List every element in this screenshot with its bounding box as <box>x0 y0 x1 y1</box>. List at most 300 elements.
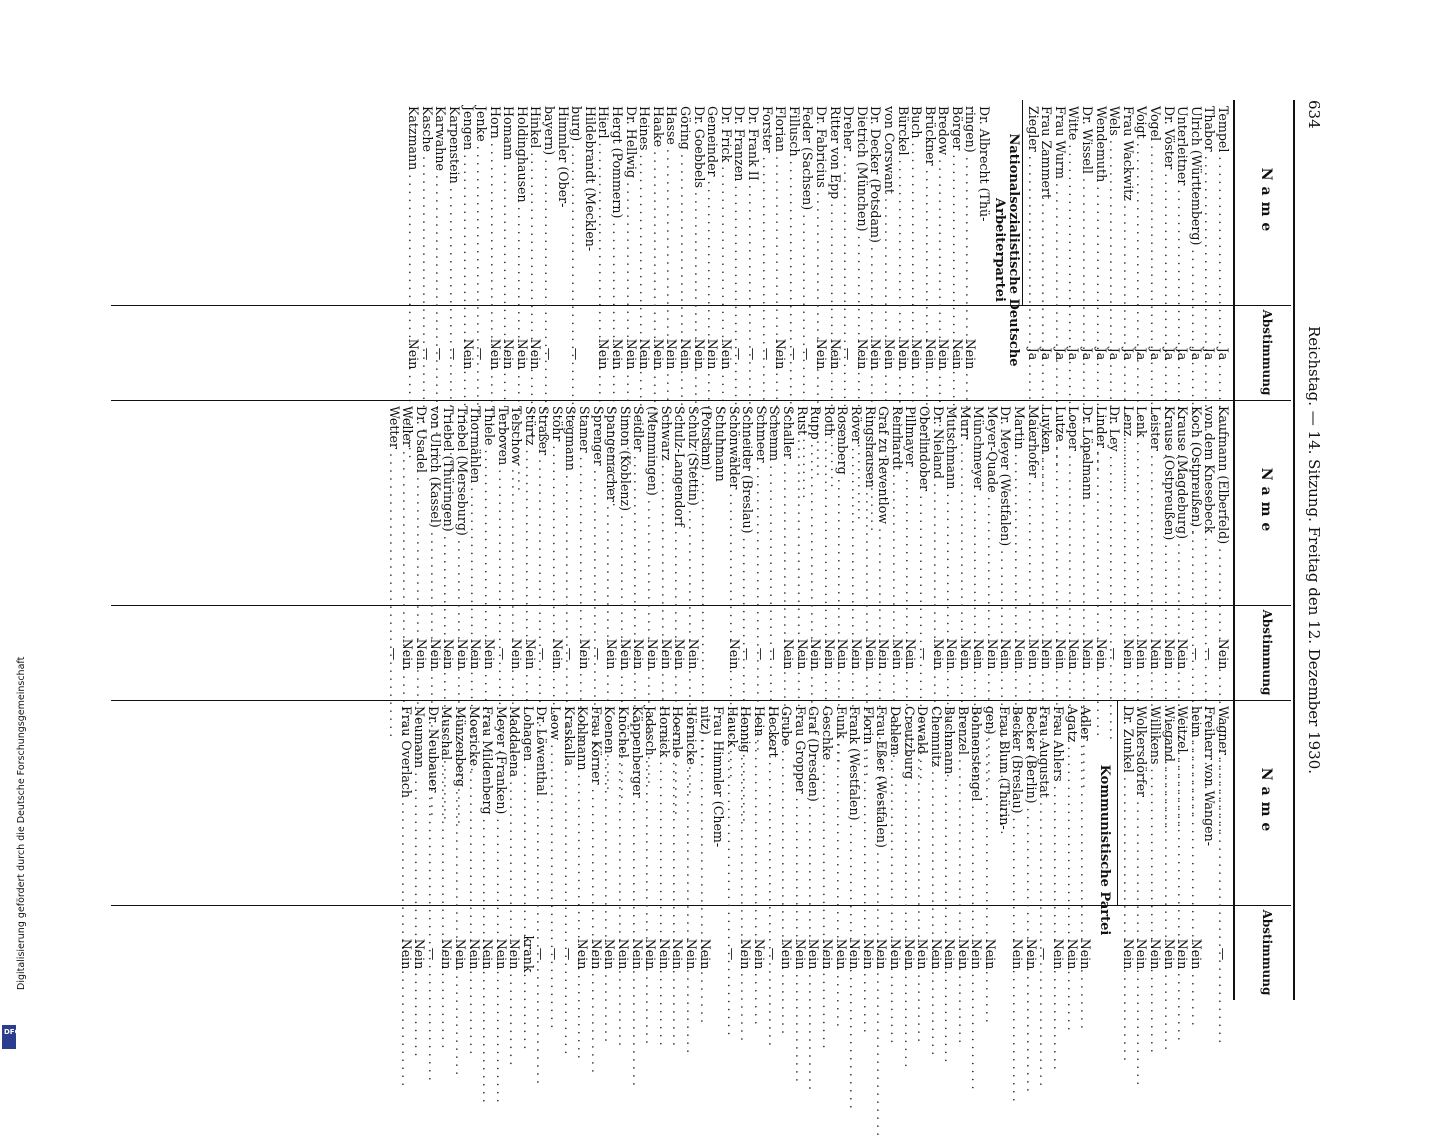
member-name: Telschow . . . <box>510 406 523 601</box>
member-name: Weller . . . <box>401 406 414 601</box>
vote-value: Nein <box>509 638 525 670</box>
member-row <box>677 100 694 400</box>
member-name: Wagner . . . <box>1216 706 1229 901</box>
vote-value: Nein <box>1134 638 1150 670</box>
member-name: Becker (Berlin) . . . <box>1024 706 1037 901</box>
member-row <box>969 700 983 1000</box>
member-row <box>1215 400 1229 700</box>
vote-value: Nein <box>1012 638 1028 670</box>
vote-value: — <box>1107 647 1123 661</box>
vote-value: — <box>916 647 932 661</box>
member-name: Hein . . . <box>752 706 765 901</box>
vote-value: Nein <box>984 638 1000 670</box>
member-row <box>548 700 562 1000</box>
vote-value: Nein <box>752 938 767 970</box>
member-row <box>699 400 713 700</box>
member-row <box>561 700 575 1000</box>
member-name: Freiherr von Wangen- <box>1202 706 1218 847</box>
member-name: Thabor . . . <box>1203 106 1216 301</box>
member-name: Gemeinder . . . <box>706 106 719 301</box>
member-row <box>827 100 841 400</box>
member-name: Dahlem . . . <box>888 706 901 901</box>
vote-value: Nein <box>1120 638 1136 670</box>
member-name: Straßer . . . <box>537 406 550 601</box>
vote-value: Nein <box>664 338 680 370</box>
column-3 <box>111 700 1291 1000</box>
member-row <box>1161 100 1175 400</box>
member-name: Adler . . . <box>1079 706 1092 901</box>
vote-value: Nein <box>507 938 523 970</box>
vote-value: — <box>800 347 816 361</box>
vote-value: Ja <box>1066 347 1082 361</box>
member-name: Buch . . . <box>910 106 923 301</box>
vote-value: — <box>740 647 756 661</box>
member-name: Knöchel . . . <box>616 706 629 901</box>
member-row <box>847 700 861 1000</box>
member-name: Frau Körner . . . <box>589 706 602 901</box>
vote-value: Nein <box>454 638 470 670</box>
vote-value: Nein <box>1093 638 1109 670</box>
vote-value: Nein <box>827 338 843 370</box>
member-name: Kraskalla . . . <box>562 706 575 901</box>
vote-value: Nein <box>501 338 517 370</box>
member-name: Creutzburg . . . <box>902 706 915 901</box>
vote-value: Nein <box>781 638 796 670</box>
vote-value: Nein <box>792 938 808 970</box>
vote-value: — <box>474 347 490 361</box>
member-name: Jadasch . . . <box>644 706 657 901</box>
vote-value: — <box>561 947 577 961</box>
member-row <box>569 100 583 400</box>
member-name: Schwarz . . . <box>659 406 672 601</box>
member-name: Wels . . . <box>1108 106 1121 301</box>
member-name: Frau Augustat . . . <box>1038 706 1051 901</box>
member-name: Krause (Magdeburg) . . . <box>1176 406 1189 601</box>
member-row <box>452 700 466 1000</box>
member-row <box>398 700 412 1000</box>
vote-value: Nein <box>460 338 476 370</box>
vote-value: Nein <box>1010 938 1026 970</box>
vote-value: Nein <box>522 638 538 670</box>
member-name: heim . . . <box>1189 706 1202 901</box>
member-name: Reinhardt . . . <box>890 406 903 601</box>
member-row <box>963 100 977 400</box>
vote-value: Nein <box>1148 638 1164 670</box>
member-row <box>1120 400 1134 700</box>
member-name: Willikens . . . <box>1148 706 1161 901</box>
vote-value: Nein <box>1216 638 1231 670</box>
column-header <box>1233 400 1291 700</box>
member-row <box>481 400 495 700</box>
vote-value: Nein <box>819 938 835 970</box>
vote-value: Nein <box>813 338 829 370</box>
vote-value: — <box>767 647 783 661</box>
vote-value: — <box>425 947 441 961</box>
member-name: Jengen . . . <box>461 106 474 301</box>
member-row <box>759 100 773 400</box>
vote-value: Nein <box>406 338 422 370</box>
member-name: Schaller . . . <box>781 406 794 601</box>
member-name: Dr. Goebbels . . . <box>692 106 705 301</box>
member-row <box>549 400 563 700</box>
member-row <box>542 100 556 400</box>
member-row <box>876 400 890 700</box>
member-row <box>916 400 930 700</box>
member-name: Frau Himmler (Chem- <box>711 706 727 848</box>
member-name: Bohnenstengel . . . <box>970 706 983 901</box>
member-name: Dr. Fabricius . . . <box>814 106 827 301</box>
member-name: Hoernle . . . <box>671 706 684 901</box>
member-row <box>949 100 963 400</box>
member-name: Dr. Löpelmann . . . <box>1080 406 1093 601</box>
member-name: Hörnicke . . . <box>684 706 697 901</box>
member-name: Florin . . . <box>861 706 874 901</box>
vote-value: Nein <box>650 338 666 370</box>
member-row <box>1175 400 1189 700</box>
vote-value: Nein <box>963 338 979 370</box>
member-name: Graf zu Reventlow . . . <box>877 406 890 601</box>
member-name: Ritter von Epp . . . <box>828 106 841 301</box>
member-row <box>609 100 626 400</box>
member-name: Meyer (Franken) . . . <box>494 706 507 901</box>
vote-value: — <box>569 347 585 361</box>
page-title: Reichstag. — 14. Sitzung. Freitag den 12. Dezember 1930. <box>1305 325 1323 775</box>
member-row <box>874 700 888 1000</box>
vote-value: Nein <box>738 938 754 970</box>
member-name: Linder . . . <box>1094 406 1107 601</box>
vote-value: Nein <box>969 938 985 970</box>
member-name: Karwahne . . . <box>434 106 447 301</box>
logo-text: DFG <box>4 1028 21 1036</box>
vote-value: Ja <box>1107 347 1123 361</box>
member-row <box>936 100 950 400</box>
member-row <box>779 700 793 1000</box>
member-name: Leister . . . <box>1148 406 1161 601</box>
member-name: Frau Ahlers . . . <box>1051 706 1064 901</box>
member-name: Schneider (Breslau) . . . <box>741 406 754 601</box>
vote-value: — <box>1037 947 1053 961</box>
member-name: Hasse . . . <box>665 106 678 301</box>
vote-value: Nein <box>808 638 824 670</box>
member-row <box>1161 400 1175 700</box>
vote-value: Nein <box>549 638 565 670</box>
member-name: Terboven . . . <box>496 406 509 601</box>
member-row <box>514 100 528 400</box>
vote-value: Nein <box>1023 938 1039 970</box>
vote-value: — <box>495 647 511 661</box>
vote-value: Nein <box>955 938 971 970</box>
member-name: Krause (Ostpreußen) . . . <box>1162 406 1175 601</box>
vote-value: Nein <box>629 938 645 970</box>
member-row <box>1215 700 1229 1000</box>
member-name: Hierl . . . <box>597 106 610 301</box>
member-name: Pillmayer . . . <box>904 406 917 601</box>
member-row <box>1010 700 1024 1000</box>
member-name: nitz) . . . <box>698 706 711 901</box>
vote-value: Ja <box>1093 347 1109 361</box>
member-name: Spangemacher . . . <box>605 406 618 601</box>
vote-value: krank <box>520 935 536 973</box>
vote-value: Ja <box>1188 347 1204 361</box>
member-name: Schulz (Stettin) . . . <box>686 406 699 601</box>
member-name: Becker (Breslau) . . . <box>1011 706 1024 901</box>
member-name: Hergt (Pommern) . . . <box>610 106 623 301</box>
vote-value: Nein <box>596 338 612 370</box>
column-header <box>1233 100 1291 400</box>
member-row <box>629 700 643 1000</box>
member-row <box>400 400 414 700</box>
member-row <box>819 700 833 1000</box>
vote-value: Nein <box>1161 638 1177 670</box>
member-name: Rust . . . <box>795 406 808 601</box>
member-row <box>1134 700 1148 1000</box>
member-name: Thormählen . . . <box>469 406 482 601</box>
member-name: Triebel (Merseburg) . . . <box>455 406 468 601</box>
member-row <box>745 100 759 400</box>
vote-value: — <box>1216 947 1231 961</box>
vote-value: Nein <box>610 338 626 370</box>
member-row <box>983 700 997 1000</box>
member-name: Ulrich (Württemberg) . . . <box>1189 106 1202 301</box>
member-row <box>1066 100 1080 400</box>
member-row <box>1025 100 1039 400</box>
member-row <box>751 700 765 1000</box>
member-name: Holdinghausen . . . <box>515 106 528 301</box>
member-name: Mutschmann . . . <box>945 406 958 601</box>
member-row <box>534 700 548 1000</box>
vote-value: Nein <box>1078 938 1094 970</box>
member-row <box>555 100 569 400</box>
vote-value: Nein <box>1175 638 1191 670</box>
vote-value: Nein <box>726 638 742 670</box>
member-row <box>1120 700 1134 1000</box>
member-row <box>767 400 781 700</box>
vote-value: — <box>542 347 558 361</box>
member-name: Münzenberg . . . <box>453 706 466 901</box>
vote-value: Nein <box>514 338 530 370</box>
column-2 <box>111 400 1291 700</box>
member-row <box>740 400 754 700</box>
vote-value: Nein <box>895 338 911 370</box>
member-name: Dr. Hellwig . . . <box>624 106 637 301</box>
member-name: Unterleitner . . . <box>1176 106 1189 301</box>
member-row <box>441 400 455 700</box>
member-name: bayern) . . . <box>543 106 556 301</box>
vote-value: Nein <box>1148 938 1164 970</box>
member-row <box>446 100 460 400</box>
vote-value: Nein <box>833 938 849 970</box>
member-row <box>433 100 447 400</box>
member-row <box>623 100 637 400</box>
vote-value: Nein <box>862 638 878 670</box>
member-name: Grube . . . <box>780 706 793 901</box>
vote-value: Nein <box>957 638 973 670</box>
member-row <box>522 400 536 700</box>
member-name: Stegmann . . . <box>564 406 577 601</box>
member-row <box>971 400 985 700</box>
member-row <box>670 700 684 1000</box>
member-row <box>1120 100 1134 400</box>
member-row <box>466 700 480 1000</box>
member-row <box>996 700 1010 1000</box>
member-row <box>854 100 868 400</box>
member-row <box>726 400 740 700</box>
credit-text: Digitalisierung gefördert durch die Deutsche Forschungsgemeinschaft <box>16 656 27 990</box>
member-name: Ringshausen . . . <box>863 406 876 601</box>
member-row <box>575 700 589 1000</box>
member-row <box>786 100 800 400</box>
member-name: Frau Eßer (Westfalen) . . . <box>875 706 888 901</box>
vote-header: Abstimmung <box>1260 609 1274 696</box>
member-name: Brenzel . . . <box>956 706 969 901</box>
member-row <box>794 400 808 700</box>
member-name: Dr. Vöster . . . <box>1162 106 1175 301</box>
member-row <box>563 400 577 700</box>
member-row <box>617 400 631 700</box>
member-row <box>738 700 752 1000</box>
member-row <box>942 700 956 1000</box>
member-row <box>765 700 779 1000</box>
vote-value: Nein <box>868 338 884 370</box>
member-name: Katzmann . . . <box>407 106 420 301</box>
member-row <box>1052 400 1066 700</box>
vote-value: Nein <box>1039 638 1055 670</box>
vote-value: Nein <box>452 938 468 970</box>
vote-value: Nein <box>773 338 789 370</box>
vote-value: — <box>534 947 550 961</box>
member-name: Frau Gropper . . . <box>793 706 806 901</box>
vote-value: Nein <box>922 338 938 370</box>
member-row <box>780 400 794 700</box>
member-row <box>590 400 604 700</box>
member-row <box>922 100 936 400</box>
member-row <box>1025 400 1039 700</box>
vote-value: Nein <box>909 338 925 370</box>
member-row <box>536 400 550 700</box>
vote-value: — <box>446 347 462 361</box>
vote-value: — <box>433 347 449 361</box>
member-name: Maddalena . . . <box>508 706 521 901</box>
member-name: Göring . . . <box>678 106 691 301</box>
member-row <box>1147 700 1164 1000</box>
member-name: Haake . . . <box>651 106 664 301</box>
vote-value: — <box>841 347 857 361</box>
member-row <box>1079 400 1096 700</box>
member-name: Roth . . . <box>822 406 835 601</box>
member-name: Jenke . . . <box>475 106 488 301</box>
member-name: Stöhr . . . <box>550 406 563 601</box>
member-row <box>1093 100 1107 400</box>
vote-value: Nein <box>1051 938 1067 970</box>
member-name: Neumann . . . <box>413 706 426 901</box>
member-row <box>1052 100 1066 400</box>
member-row <box>615 700 632 1000</box>
column-header <box>1233 700 1291 1000</box>
member-name: Maierhofer . . . <box>1026 406 1039 601</box>
member-name: von Corswant . . . <box>882 106 895 301</box>
member-name: Hauck . . . <box>725 706 738 901</box>
page-header <box>1295 100 1325 1000</box>
member-name: Rupp . . . <box>809 406 822 601</box>
vote-value: — <box>563 647 579 661</box>
member-name: von Ulrich (Kassel) . . . <box>428 406 441 601</box>
member-row <box>520 700 534 1000</box>
member-name: Himmler (Ober- <box>555 106 571 208</box>
vote-value: Nein <box>903 638 919 670</box>
member-name: Dr. Löwenthal . . . <box>535 706 548 901</box>
member-row <box>480 700 494 1000</box>
member-row <box>732 100 746 400</box>
member-name: Dr. Wissell . . . <box>1080 106 1093 301</box>
member-name: Hornick . . . <box>657 706 670 901</box>
vote-value: Nein <box>942 938 958 970</box>
vote-value: Nein <box>602 938 618 970</box>
member-name: Dr. Decker (Potsdam) . . . <box>869 106 882 301</box>
member-row <box>705 100 719 400</box>
member-name: Dreher . . . <box>842 106 855 301</box>
member-row <box>1202 100 1216 400</box>
vote-value: Nein <box>835 638 851 670</box>
member-name: Murr . . . <box>958 406 971 601</box>
member-name: Vogel . . . <box>1148 106 1161 301</box>
vote-value: Nein <box>936 338 952 370</box>
vote-value: Nein <box>617 638 633 670</box>
member-name: Feder (Sachsen) . . . <box>801 106 814 301</box>
member-row <box>1079 100 1096 400</box>
member-row <box>915 700 929 1000</box>
member-row <box>604 400 618 700</box>
vote-value: — <box>724 947 740 961</box>
member-row <box>656 700 670 1000</box>
member-name: Wendemuth . . . <box>1094 106 1107 301</box>
member-name: burg) . . . <box>570 106 583 301</box>
member-row <box>1188 100 1202 400</box>
member-name: Dr. Albrecht (Thü- <box>977 106 993 222</box>
vote-value: Nein <box>685 638 701 670</box>
vote-value: Ja <box>1052 347 1068 361</box>
member-name: Dr. Zunkel . . . <box>1121 706 1134 901</box>
vote-value: Nein <box>876 638 892 670</box>
member-name: Homann . . . <box>502 106 515 301</box>
vote-list <box>398 700 1229 1000</box>
member-row <box>487 100 501 400</box>
vote-value: Nein <box>588 938 604 970</box>
vote-value: Nein <box>1120 938 1136 970</box>
member-row <box>889 400 903 700</box>
vote-value: — <box>1188 647 1204 661</box>
member-row <box>957 400 971 700</box>
member-name: Stürtz . . . <box>523 406 536 601</box>
vote-value: Ja <box>1148 347 1164 361</box>
vote-value: Nein <box>466 938 482 970</box>
member-row <box>860 700 874 1000</box>
member-row <box>1147 400 1164 700</box>
member-name: Koch (Ostpreußen) . . . <box>1189 406 1202 601</box>
member-row <box>773 100 787 400</box>
member-name: Wetter . . . <box>387 406 400 601</box>
vote-value: Nein <box>577 638 593 670</box>
vote-value: Nein <box>623 338 639 370</box>
member-name: Dr. Usadel . . . <box>414 406 427 601</box>
vote-header: Abstimmung <box>1260 909 1274 996</box>
member-name: Oberlindober . . . <box>917 406 930 601</box>
column-1 <box>111 100 1291 400</box>
vote-value: Ja <box>1080 347 1096 361</box>
member-name: Wolkersdörfer . . . <box>1135 706 1148 901</box>
member-name: Frau Wurm . . . <box>1053 106 1066 301</box>
vote-value: Nein <box>1080 638 1096 670</box>
member-name: Schemm . . . <box>768 406 781 601</box>
